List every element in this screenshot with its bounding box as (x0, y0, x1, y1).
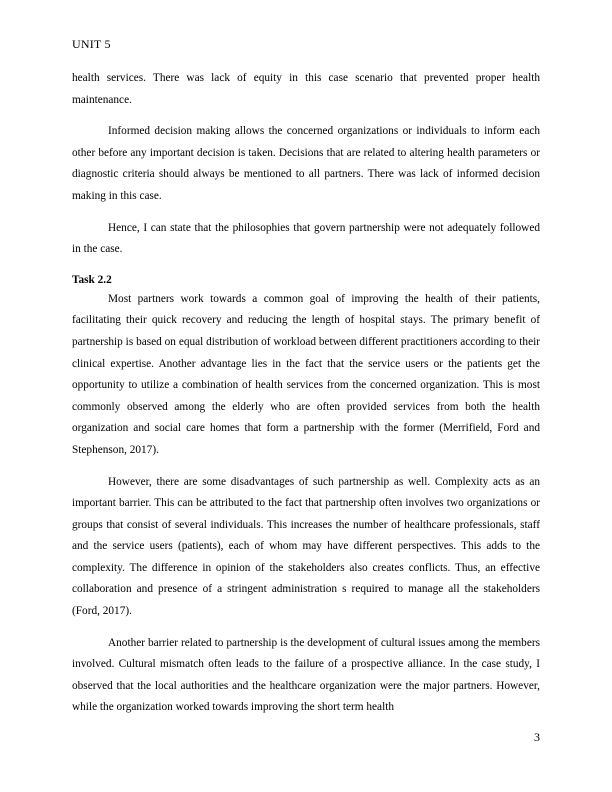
paragraph-benefits: Most partners work towards a common goal of improving the health of their patients, facilitating their quick recovery and reducing the length of hospital stays. The primary benefit of partnership is based on equal distribution of workload between different practitioners according to their clinical expertise. Another advantage lies in the fact that the service users or the patients get the opportunity to utilize a combination of health services from the concerned organization. This is most commonly observed among the elderly who are often provided services from both the health organization and social care homes that form a partnership with the former (Merrifield, Ford and Stephenson, 2017). (72, 292, 540, 456)
paragraph-continuation: health services. There was lack of equity in this case scenario that prevented proper health maintenance. (72, 72, 540, 106)
paragraph-disadvantages: However, there are some disadvantages of such partnership as well. Complexity acts as an important barrier. This can be attributed to the fact that partnership often involves two organizations or groups that consist of several individuals. This increases the number of healthcare professionals, staff and the service users (patients), each of whom may have different perspectives. This adds to the complexity. The difference in opinion of the stakeholders also creates conflicts. Thus, an effective collaboration and presence of a stringent administration s required to manage all the stakeholders (Ford, 2017). (72, 475, 540, 618)
running-header: UNIT 5 (72, 37, 111, 51)
document-body (72, 68, 540, 719)
paragraph-informed-decision: Informed decision making allows the concerned organizations or individuals to inform each other before any important decision is taken. Decisions that are related to altering health parameters or diagnostic criteria should always be mentioned to all partners. There was lack of informed decision making in this case. (72, 125, 540, 202)
section-heading-task-2-2: Task 2.2 (72, 273, 112, 286)
paragraph-conclusion: Hence, I can state that the philosophies that govern partnership were not adequately followed in the case. (72, 221, 540, 256)
page-number: 3 (534, 730, 540, 744)
paragraph-cultural-barrier: Another barrier related to partnership is the development of cultural issues among the members involved. Cultural mismatch often leads to the failure of a prospective alliance. In the case study, I observed that the local authorities and the healthcare organization were the major partners. However, while the organization worked towards improving the short term health (72, 636, 540, 714)
